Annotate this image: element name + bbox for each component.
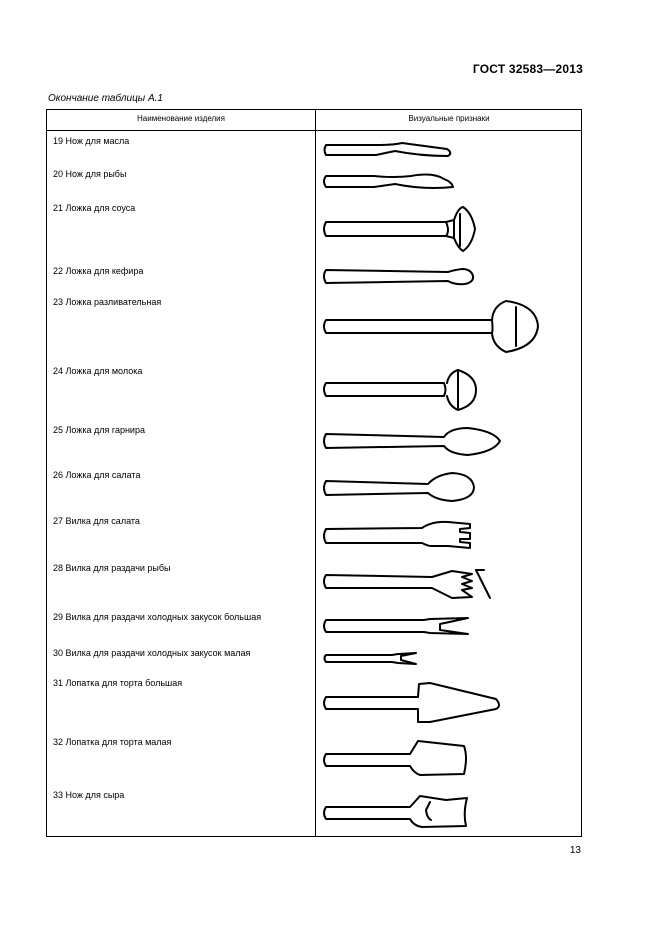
column-header-visual: Визуальные признаки: [408, 114, 490, 123]
table-caption: Окончание таблицы А.1: [48, 93, 163, 104]
salad-spoon-icon: [324, 473, 474, 501]
fish-serving-fork-icon: [324, 570, 490, 598]
row-label-26: 26 Ложка для салата: [53, 470, 141, 480]
fish-knife-icon: [324, 175, 453, 188]
small-cake-server-icon: [324, 741, 466, 775]
row-label-21: 21 Ложка для соуса: [53, 203, 136, 213]
row-label-19: 19 Нож для масла: [53, 136, 130, 146]
row-label-23: 23 Ложка разливательная: [53, 297, 162, 307]
large-appetizer-fork-icon: [324, 618, 468, 634]
row-label-24: 24 Ложка для молока: [53, 366, 143, 376]
salad-fork-icon: [324, 522, 470, 548]
column-header-name: Наименование изделия: [137, 114, 225, 123]
row-label-29: 29 Вилка для раздачи холодных закусок большая: [53, 612, 262, 622]
row-label-33: 33 Нож для сыра: [53, 790, 125, 800]
sauce-spoon-icon: [324, 207, 475, 251]
row-label-20: 20 Нож для рыбы: [53, 169, 127, 179]
kefir-spoon-icon: [324, 269, 473, 284]
large-cake-server-icon: [324, 683, 499, 722]
ladle-icon: [324, 301, 538, 352]
row-label-31: 31 Лопатка для торта большая: [53, 678, 183, 688]
garnish-spoon-icon: [324, 428, 500, 455]
milk-spoon-icon: [324, 370, 476, 410]
row-label-32: 32 Лопатка для торта малая: [53, 737, 172, 747]
page-number: 13: [569, 845, 581, 856]
standard-code: ГОСТ 32583—2013: [472, 62, 583, 76]
row-label-30: 30 Вилка для раздачи холодных закусок малая: [53, 648, 251, 658]
cheese-knife-icon: [324, 796, 467, 827]
row-label-27: 27 Вилка для салата: [53, 516, 140, 526]
row-label-28: 28 Вилка для раздачи рыбы: [53, 563, 171, 573]
small-appetizer-fork-icon: [325, 653, 417, 664]
row-label-25: 25 Ложка для гарнира: [53, 425, 145, 435]
row-label-22: 22 Ложка для кефира: [53, 266, 144, 276]
butter-knife-icon: [325, 143, 451, 156]
